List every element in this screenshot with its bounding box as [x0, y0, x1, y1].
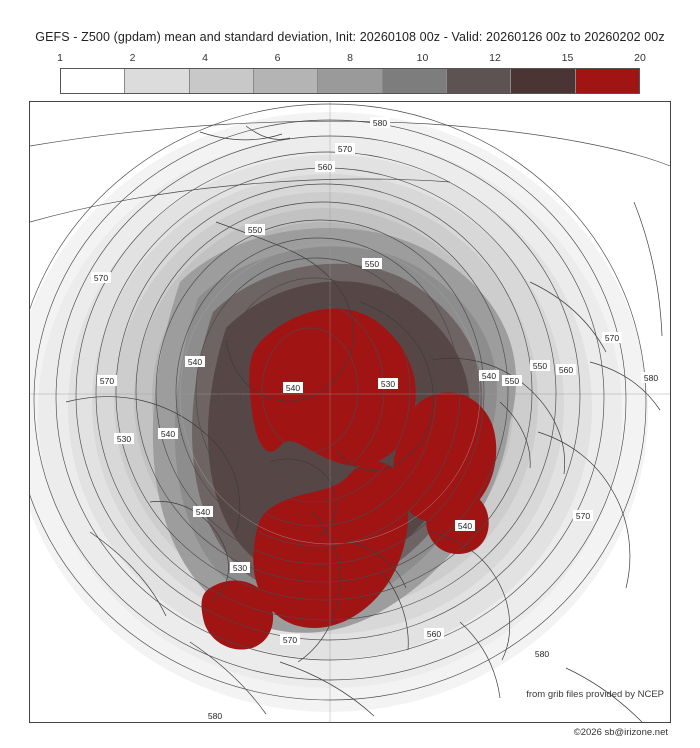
page-title: GEFS - Z500 (gpdam) mean and standard deviation, Init: 20260108 00z - Valid: 20260126 00z to 20260202 00z [35, 30, 665, 44]
colorbar-swatch [447, 69, 511, 93]
map-panel [29, 101, 671, 723]
contour-label: 550 [247, 225, 263, 235]
colorbar-tick: 20 [634, 52, 646, 64]
contour-label: 570 [93, 273, 109, 283]
colorbar-swatches [60, 68, 640, 94]
map-plot [30, 102, 670, 722]
colorbar-swatch [511, 69, 575, 93]
colorbar-swatch [576, 69, 639, 93]
colorbar-tick: 8 [347, 52, 353, 64]
colorbar-tick: 1 [57, 52, 63, 64]
contour-label: 560 [426, 629, 442, 639]
colorbar-swatch [190, 69, 254, 93]
contour-label: 540 [187, 357, 203, 367]
colorbar-tick: 15 [561, 52, 574, 64]
colorbar-tick: 6 [274, 52, 281, 64]
contour-label: 530 [380, 379, 396, 389]
colorbar-tick: 10 [416, 52, 429, 64]
contour-label: 550 [504, 376, 520, 386]
contour-label: 560 [558, 365, 574, 375]
colorbar-tick: 2 [129, 52, 136, 64]
colorbar-swatch [383, 69, 447, 93]
copyright-text: ©2026 sb@irizone.net [573, 727, 668, 738]
contour-label: 570 [337, 144, 353, 154]
colorbar-swatch [254, 69, 318, 93]
contour-label: 570 [99, 376, 115, 386]
contour-label: 580 [372, 118, 388, 128]
contour-label: 530 [116, 434, 132, 444]
colorbar-swatch [318, 69, 382, 93]
contour-label: 540 [285, 383, 301, 393]
contour-label: 540 [195, 507, 211, 517]
colorbar-swatch [125, 69, 189, 93]
colorbar-tick-labels [57, 52, 646, 66]
contour-label: 570 [282, 635, 298, 645]
contour-label: 570 [604, 333, 620, 343]
colorbar-swatch [61, 69, 125, 93]
colorbar-tick: 4 [202, 52, 208, 64]
contour-label: 580 [534, 649, 550, 659]
colorbar [57, 52, 646, 94]
contour-label: 570 [575, 511, 591, 521]
contour-label: 550 [364, 259, 380, 269]
contour-label: 540 [160, 429, 176, 439]
contour-label: 530 [232, 563, 248, 573]
contour-label: 550 [532, 361, 548, 371]
contour-label: 540 [457, 521, 473, 531]
contour-label: 540 [481, 371, 497, 381]
contour-label: 580 [643, 373, 659, 383]
colorbar-tick: 12 [489, 52, 501, 64]
shading-layer [30, 102, 670, 722]
contour-label: 560 [317, 162, 333, 172]
source-credit: from grib files provided by NCEP [526, 689, 664, 700]
contour-label: 580 [207, 711, 223, 721]
